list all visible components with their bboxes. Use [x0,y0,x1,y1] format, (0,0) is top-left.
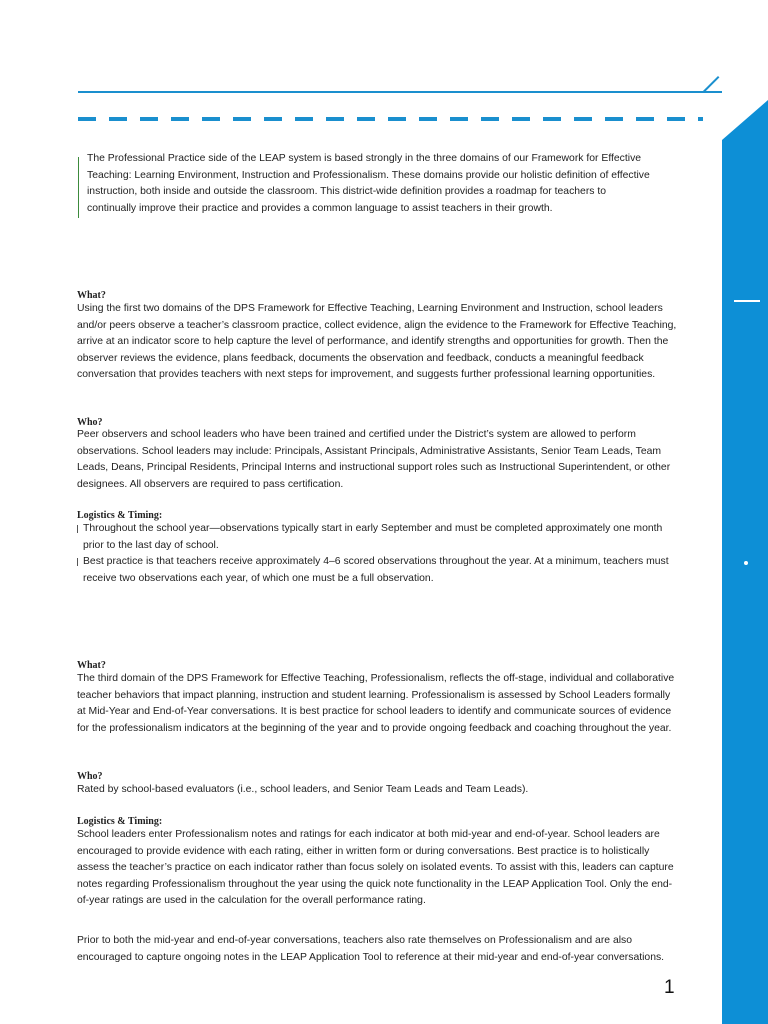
logistics-bullet: Throughout the school year—observations typically start in early September and must be completed approximately one month prior to the last day of school. [77,521,677,554]
section2-logistics-text: School leaders enter Professionalism notes and ratings for each indicator at both mid-year and end-of-year. School leaders are encouraged to provide evidence with each rating, either in written form or during conversations. Best practice is to holistically assess the teacher’s practice on each indicator rather than focus solely on isolated events. To assist with this, leaders can capture notes regarding Professionalism throughout the year using the quick note functionality in the LEAP Application Tool. Only the end-of-year ratings are used in the calculation for the overall performance rating. [77,829,674,907]
header-rule [78,91,722,93]
intro-accent-bar [78,157,79,218]
section2-who-text: Rated by school-based evaluators (i.e., school leaders, and Senior Team Leads and Team Leads). [77,784,529,795]
section1-logistics-list [77,521,677,587]
page-number: 1 [664,977,675,998]
section1-what-heading: What? [77,290,106,301]
section2-who-heading: Who? [77,771,103,782]
dashed-divider [78,117,703,121]
section2-what-text: The third domain of the DPS Framework for Effective Teaching, Professionalism, reflects the off-stage, individual and collaborative teacher behaviors that impact planning, instruction and student learning. Professionalism is assessed by School Leaders formally at Mid-Year and End-of-Year conversations. It is best practice for school leaders to identify and communicate sources of evidence for the professionalism indicators at the beginning of the year and to provide ongoing feedback and coaching throughout the year. [77,673,675,734]
section2-closing-text: Prior to both the mid-year and end-of-year conversations, teachers also rate themselves on Professionalism and are also encouraged to capture ongoing notes in the LEAP Application Tool to reference at their mid-year and end-of-year conversations. [77,935,665,963]
section1-who-heading: Who? [77,417,103,428]
section2-what-heading: What? [77,660,106,671]
section1-what-text: Using the first two domains of the DPS Framework for Effective Teaching, Learning Environment and Instruction, school leaders and/or peers observe a teacher’s classroom practice, collect evidence, align the evidence to the Framework for Effective Teaching, arrive at an indicator score to help capture the level of performance, and identify strengths and opportunities for growth. Then the observer reviews the evidence, plans feedback, documents the observation and feedback, conducts a meaningful feedback conversation that provides teachers with next steps for improvement, and suggests further professional learning opportunities. [77,303,677,381]
band-line-marker [734,300,760,302]
band-dot-marker [744,561,748,565]
section2-logistics-heading: Logistics & Timing: [77,816,163,827]
intro-paragraph: The Professional Practice side of the LEAP system is based strongly in the three domains of our Framework for Effective Teaching: Learning Environment, Instruction and Professionalism. These domains provide our holistic definition of effective instruction, both inside and outside the classroom. This district-wide definition provides a roadmap for teachers to continually improve their practice and provides a common language to assist teachers in their growth. [87,153,650,214]
logistics-bullet: Best practice is that teachers receive approximately 4–6 scored observations throughout the year. At a minimum, teachers must receive two observations each year, of which one must be a full observation. [77,554,677,587]
section1-who-text: Peer observers and school leaders who have been trained and certified under the District’s system are allowed to perform observations. School leaders may include: Principals, Assistant Principals, Administrative Assistants, Senior Team Leads, Team Leads, Deans, Principal Residents, Principal Interns and instructional support roles such as Instructional Superintendent, or other designees. All observers are required to pass certification. [77,429,671,490]
section1-logistics-heading: Logistics & Timing: [77,510,163,521]
